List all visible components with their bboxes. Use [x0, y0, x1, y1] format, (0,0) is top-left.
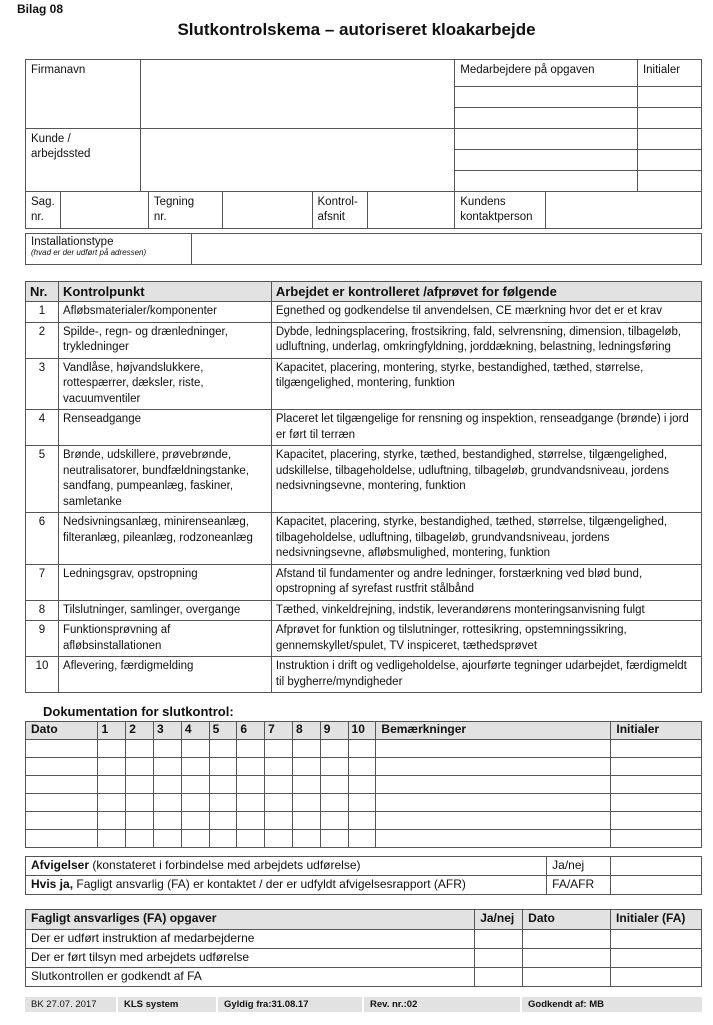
control-row: [26, 446, 702, 513]
documentation-cell[interactable]: [209, 776, 237, 794]
fa-initialer-field[interactable]: [611, 930, 702, 949]
documentation-cell[interactable]: [126, 794, 154, 812]
kontrol-label: Kontrol- afsnit: [312, 192, 367, 229]
documentation-cell[interactable]: [292, 776, 320, 794]
deviations-table: [25, 856, 702, 895]
col-dato-header: Dato: [523, 910, 611, 930]
col-bemaerkninger-header: Bemærkninger: [376, 722, 611, 740]
documentation-cell[interactable]: [265, 830, 293, 848]
fa-task-row: [26, 949, 702, 968]
fa-dato-field[interactable]: [523, 930, 611, 949]
documentation-cell[interactable]: [98, 740, 126, 758]
footer-rev: Rev. nr.:02: [364, 997, 520, 1012]
appendix-label: Bilag 08: [17, 2, 64, 16]
documentation-cell[interactable]: [26, 776, 98, 794]
control-arbejde: Kapacitet, placering, montering, styrke, bestandighed, tæthed, størrelse, tilgængelighed, montering, funktion: [271, 358, 701, 410]
control-punkt: Spilde-, regn- og drænledninger, trykledninger: [58, 322, 271, 358]
fa-task-row: [26, 930, 702, 949]
documentation-cell[interactable]: [376, 740, 611, 758]
tegning-field[interactable]: [222, 192, 312, 229]
control-arbejde: Afprøvet for funktion og tilslutninger, rottesikring, opstemningssikring, gennemskyllet/spulet, TV inspiceret, tæthedsprøvet: [271, 621, 701, 657]
documentation-cell[interactable]: [292, 740, 320, 758]
tegning-label: Tegning nr.: [148, 192, 222, 229]
documentation-cell[interactable]: [98, 758, 126, 776]
control-row: [26, 322, 702, 358]
documentation-cell[interactable]: [154, 812, 182, 830]
control-arbejde: Kapacitet, placering, styrke, tæthed, bestandighed, størrelse, tilgængelighed, udskillelse, tilbageholdelse, udluftning, tilbageløb, grundvandsniveau, jordens nedsivningsevne, montering, funktion: [271, 446, 701, 513]
col-nr-header: Nr.: [26, 282, 59, 302]
documentation-cell[interactable]: [181, 830, 209, 848]
header-info-table: [25, 59, 702, 229]
kunde-field[interactable]: [140, 129, 454, 192]
documentation-row: [26, 740, 702, 758]
control-punkt: Nedsivningsanlæg, minirenseanlæg, filteranlæg, pileanlæg, rodzoneanlæg: [58, 513, 271, 565]
fa-task-label: Slutkontrollen er godkendt af FA: [26, 968, 475, 987]
medarbejdere-label: Medarbejdere på opgaven: [455, 60, 638, 87]
fa-janej-field[interactable]: [475, 968, 523, 987]
page-title: Slutkontrolskema – autoriseret kloakarbejde: [177, 20, 536, 39]
col-initialer-header: Initialer (FA): [611, 910, 702, 930]
col-step-9-header: 9: [320, 722, 348, 740]
control-nr: 7: [26, 564, 59, 600]
documentation-cell[interactable]: [181, 776, 209, 794]
documentation-table: [25, 721, 702, 848]
documentation-cell[interactable]: [209, 830, 237, 848]
control-row: [26, 513, 702, 565]
control-arbejde: Tæthed, vinkeldrejning, indstik, leverandørens monteringsanvisning fulgt: [271, 600, 701, 621]
footer-gyldig: Gyldig fra:31.08.17: [218, 997, 362, 1012]
documentation-cell[interactable]: [348, 776, 376, 794]
documentation-cell[interactable]: [348, 794, 376, 812]
footer-godkendt: Godkendt af: MB: [522, 997, 702, 1012]
fa-task-label: Der er udført instruktion af medarbejderne: [26, 930, 475, 949]
control-arbejde: Afstand til fundamenter og andre ledninger, forstærkning ved blød bund, opstropning af syrefast rustfrit stålbånd: [271, 564, 701, 600]
fa-initialer-field[interactable]: [611, 949, 702, 968]
control-nr: 1: [26, 302, 59, 323]
control-row: [26, 302, 702, 323]
documentation-cell[interactable]: [265, 740, 293, 758]
documentation-cell[interactable]: [348, 812, 376, 830]
control-punkt: Funktionsprøvning af afløbsinstallationen: [58, 621, 271, 657]
col-step-7-header: 7: [265, 722, 293, 740]
medarbejder-field[interactable]: [455, 108, 638, 129]
documentation-cell[interactable]: [611, 758, 702, 776]
documentation-cell[interactable]: [98, 776, 126, 794]
documentation-cell[interactable]: [237, 794, 265, 812]
documentation-cell[interactable]: [376, 758, 611, 776]
documentation-cell[interactable]: [237, 740, 265, 758]
documentation-cell[interactable]: [154, 740, 182, 758]
documentation-row: [26, 812, 702, 830]
initialer-field[interactable]: [637, 171, 701, 192]
footer-system: KLS system: [118, 997, 216, 1012]
col-initialer-header: Initialer: [611, 722, 702, 740]
col-arbejde-header: Arbejdet er kontrolleret /afprøvet for følgende: [271, 282, 701, 302]
col-step-6-header: 6: [237, 722, 265, 740]
control-nr: 10: [26, 657, 59, 693]
kundens-label: Kundens kontaktperson: [455, 192, 546, 229]
fa-contact-label: Hvis ja, Fagligt ansvarlig (FA) er kontaktet / der er udfyldt afvigelsesrapport (AFR): [26, 876, 547, 895]
footer-date: BK 27.07. 2017: [25, 997, 116, 1012]
documentation-row: [26, 794, 702, 812]
documentation-cell[interactable]: [292, 794, 320, 812]
documentation-cell[interactable]: [98, 794, 126, 812]
documentation-cell[interactable]: [26, 830, 98, 848]
control-punkt: Vandlåse, højvandslukkere, rottespærrer, dæksler, riste, vacuumventiler: [58, 358, 271, 410]
fa-initialer-field[interactable]: [611, 968, 702, 987]
documentation-cell[interactable]: [292, 758, 320, 776]
documentation-cell[interactable]: [292, 830, 320, 848]
documentation-cell[interactable]: [237, 812, 265, 830]
documentation-cell[interactable]: [320, 830, 348, 848]
control-punkt: Renseadgange: [58, 410, 271, 446]
documentation-cell[interactable]: [611, 740, 702, 758]
control-nr: 3: [26, 358, 59, 410]
documentation-cell[interactable]: [265, 812, 293, 830]
col-step-10-header: 10: [348, 722, 376, 740]
control-row: [26, 600, 702, 621]
control-row: [26, 358, 702, 410]
deviations-label: Afvigelser (konstateret i forbindelse med arbejdets udførelse): [26, 857, 547, 876]
control-nr: 9: [26, 621, 59, 657]
control-row: [26, 564, 702, 600]
control-nr: 8: [26, 600, 59, 621]
control-arbejde: Dybde, ledningsplacering, frostsikring, fald, selvrensning, dimension, tilbageløb, udluftning, underlag, omkringfyldning, jorddækning, belastning, ledningsføring: [271, 322, 701, 358]
col-punkt-header: Kontrolpunkt: [58, 282, 271, 302]
sag-field[interactable]: [60, 192, 148, 229]
documentation-cell[interactable]: [237, 830, 265, 848]
control-punkt: Brønde, udskillere, prøvebrønde, neutralisatorer, bundfældningstanke, sandfang, pumpeanlæg, faskiner, samletanke: [58, 446, 271, 513]
documentation-cell[interactable]: [320, 740, 348, 758]
fa-task-row: [26, 968, 702, 987]
documentation-cell[interactable]: [26, 758, 98, 776]
control-punkt: Afløbsmaterialer/komponenter: [58, 302, 271, 323]
fa-dato-field[interactable]: [523, 968, 611, 987]
documentation-cell[interactable]: [154, 776, 182, 794]
documentation-cell[interactable]: [611, 812, 702, 830]
documentation-cell[interactable]: [611, 776, 702, 794]
fa-janej-field[interactable]: [475, 949, 523, 968]
installation-hint: (hvad er der udført på adressen): [31, 248, 147, 257]
control-punkt: Aflevering, færdigmelding: [58, 657, 271, 693]
control-arbejde: Egnethed og godkendelse til anvendelsen, CE mærkning hvor det er et krav: [271, 302, 701, 323]
documentation-cell[interactable]: [98, 812, 126, 830]
documentation-cell[interactable]: [320, 812, 348, 830]
col-opgaver-header: Fagligt ansvarliges (FA) opgaver: [26, 910, 475, 930]
documentation-cell[interactable]: [154, 830, 182, 848]
documentation-cell[interactable]: [209, 794, 237, 812]
documentation-cell[interactable]: [181, 758, 209, 776]
medarbejder-field[interactable]: [455, 171, 638, 192]
sag-label: Sag. nr.: [26, 192, 61, 229]
initialer-label: Initialer: [637, 60, 701, 87]
documentation-cell[interactable]: [237, 776, 265, 794]
initialer-field[interactable]: [637, 129, 701, 150]
col-step-8-header: 8: [292, 722, 320, 740]
medarbejder-field[interactable]: [455, 129, 638, 150]
documentation-cell[interactable]: [154, 794, 182, 812]
documentation-cell[interactable]: [292, 812, 320, 830]
documentation-cell[interactable]: [348, 830, 376, 848]
fa-dato-field[interactable]: [523, 949, 611, 968]
fa-afr-label: FA/AFR: [547, 876, 611, 895]
documentation-cell[interactable]: [376, 794, 611, 812]
control-points-table: [25, 281, 702, 693]
control-row: [26, 410, 702, 446]
documentation-cell[interactable]: [26, 794, 98, 812]
medarbejder-field[interactable]: [455, 87, 638, 108]
initialer-field[interactable]: [637, 108, 701, 129]
col-step-1-header: 1: [98, 722, 126, 740]
fa-afr-answer-field[interactable]: [611, 876, 702, 895]
documentation-cell[interactable]: [209, 758, 237, 776]
documentation-cell[interactable]: [126, 830, 154, 848]
control-nr: 2: [26, 322, 59, 358]
documentation-cell[interactable]: [320, 758, 348, 776]
installation-label: [26, 234, 192, 265]
documentation-row: [26, 830, 702, 848]
documentation-cell[interactable]: [126, 740, 154, 758]
documentation-cell[interactable]: [376, 776, 611, 794]
documentation-cell[interactable]: [26, 740, 98, 758]
control-nr: 4: [26, 410, 59, 446]
janej-label: Ja/nej: [547, 857, 611, 876]
documentation-cell[interactable]: [126, 758, 154, 776]
col-step-4-header: 4: [181, 722, 209, 740]
installation-field[interactable]: [192, 234, 702, 265]
control-punkt: Tilslutninger, samlinger, overgange: [58, 600, 271, 621]
col-dato-header: Dato: [26, 722, 98, 740]
documentation-cell[interactable]: [348, 758, 376, 776]
control-arbejde: Instruktion i drift og vedligeholdelse, ajourførte tegninger udarbejdet, færdigmeldt til bygherre/myndigheder: [271, 657, 701, 693]
col-step-3-header: 3: [154, 722, 182, 740]
control-row: [26, 621, 702, 657]
documentation-cell[interactable]: [611, 794, 702, 812]
control-nr: 5: [26, 446, 59, 513]
col-janej-header: Ja/nej: [475, 910, 523, 930]
fa-janej-field[interactable]: [475, 930, 523, 949]
kontrol-field[interactable]: [367, 192, 455, 229]
documentation-cell[interactable]: [376, 812, 611, 830]
initialer-field[interactable]: [637, 87, 701, 108]
documentation-cell[interactable]: [181, 812, 209, 830]
control-arbejde: Kapacitet, placering, styrke, bestandighed, tæthed, størrelse, tilgængelighed, tilbageholdelse, udluftning, tilbageløb, grundvandsniveau, jordens nedsivningsevne, afløbsmulighed, montering, funktion: [271, 513, 701, 565]
firmanavn-label: Firmanavn: [26, 60, 141, 129]
documentation-cell[interactable]: [376, 830, 611, 848]
col-step-5-header: 5: [209, 722, 237, 740]
documentation-cell[interactable]: [611, 830, 702, 848]
installation-title: Installationstype: [31, 236, 114, 248]
documentation-cell[interactable]: [154, 758, 182, 776]
documentation-cell[interactable]: [181, 740, 209, 758]
documentation-cell[interactable]: [209, 740, 237, 758]
medarbejder-field[interactable]: [455, 150, 638, 171]
documentation-cell[interactable]: [265, 794, 293, 812]
control-row: [26, 657, 702, 693]
documentation-cell[interactable]: [181, 794, 209, 812]
documentation-cell[interactable]: [26, 812, 98, 830]
kundens-field[interactable]: [546, 192, 702, 229]
documentation-cell[interactable]: [265, 776, 293, 794]
documentation-cell[interactable]: [126, 776, 154, 794]
documentation-cell[interactable]: [126, 812, 154, 830]
deviations-answer-field[interactable]: [611, 857, 702, 876]
documentation-cell[interactable]: [348, 740, 376, 758]
documentation-cell[interactable]: [98, 830, 126, 848]
installation-table: [25, 233, 702, 265]
control-punkt: Ledningsgrav, opstropning: [58, 564, 271, 600]
documentation-cell[interactable]: [320, 776, 348, 794]
control-nr: 6: [26, 513, 59, 565]
firmanavn-field[interactable]: [140, 60, 454, 129]
col-step-2-header: 2: [126, 722, 154, 740]
fa-task-label: Der er ført tilsyn med arbejdets udførelse: [26, 949, 475, 968]
documentation-row: [26, 758, 702, 776]
documentation-cell[interactable]: [237, 758, 265, 776]
documentation-cell[interactable]: [265, 758, 293, 776]
initialer-field[interactable]: [637, 150, 701, 171]
control-arbejde: Placeret let tilgængelige for rensning og inspektion, renseadgange (brønde) i jord er ført til terræn: [271, 410, 701, 446]
documentation-cell[interactable]: [209, 812, 237, 830]
documentation-row: [26, 776, 702, 794]
documentation-cell[interactable]: [320, 794, 348, 812]
kunde-label: Kunde / arbejdssted: [26, 129, 141, 192]
documentation-heading: Dokumentation for slutkontrol:: [43, 704, 234, 719]
fa-tasks-table: [25, 909, 702, 987]
